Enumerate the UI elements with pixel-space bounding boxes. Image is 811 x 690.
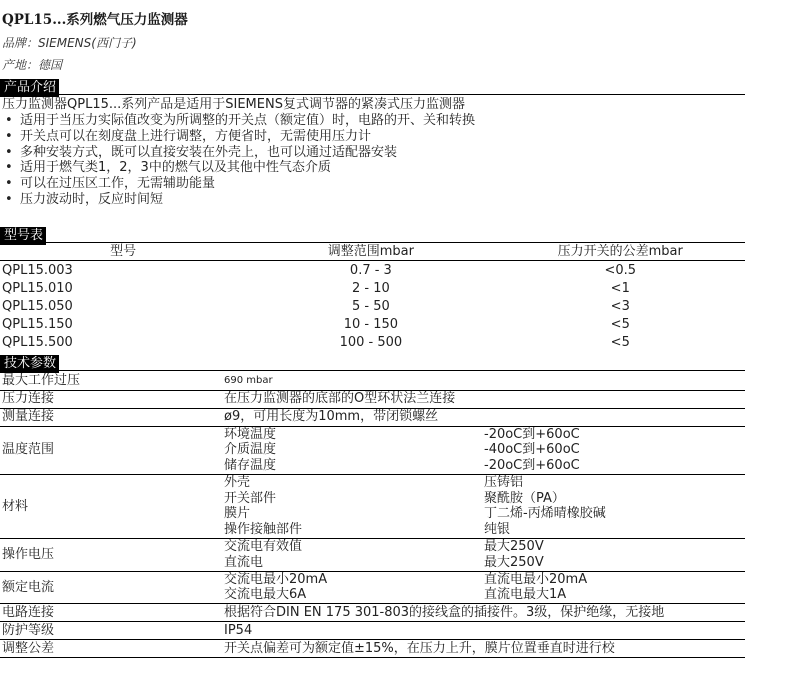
model-table bbox=[0, 242, 745, 351]
feature-text: 多种安装方式，既可以直接安装在外壳上，也可以通过适配器安装 bbox=[20, 144, 398, 160]
page-title: QPL15...系列燃气压力监测器 bbox=[2, 12, 188, 28]
section-specs-header bbox=[0, 352, 745, 371]
spec-value: IP54 bbox=[224, 622, 253, 638]
spec-subvalues bbox=[484, 539, 745, 572]
feature-text: 适用于燃气类1，2，3中的燃气以及其他中性气态介质 bbox=[20, 160, 331, 176]
brand-text: 品牌：SIEMENS(西门子) bbox=[2, 36, 137, 50]
section-models-header bbox=[0, 224, 745, 243]
range-cell: 10 - 150 bbox=[343, 316, 399, 332]
spec-subitems bbox=[224, 474, 484, 538]
spec-value: 在压力监测器的底部的O型环状法兰连接 bbox=[224, 391, 456, 407]
spec-subitems bbox=[224, 571, 484, 604]
feature-text: 适用于当压力实际值改变为所调整的开关点（额定值）时，电路的开、关和转换 bbox=[20, 113, 476, 128]
spec-subitem-value: 最大250V bbox=[484, 554, 544, 570]
range-cell: 0.7 - 3 bbox=[349, 262, 392, 278]
spec-label: 调整公差 bbox=[2, 640, 55, 656]
spec-subitem-value: 纯银 bbox=[484, 522, 511, 538]
range-cell: 5 - 50 bbox=[351, 298, 390, 314]
spec-table bbox=[0, 372, 745, 658]
column-header-model: 型号 bbox=[110, 243, 137, 259]
bullet-icon: • bbox=[5, 160, 13, 176]
spec-subitem-value: -20oC到+60oC bbox=[484, 426, 580, 442]
range-cell: 100 - 500 bbox=[339, 334, 403, 350]
spec-subvalues bbox=[484, 426, 745, 474]
spec-subitem-value: 最大250V bbox=[484, 539, 544, 555]
spec-label: 操作电压 bbox=[2, 546, 55, 562]
spec-subitem-name: 交流电有效值 bbox=[224, 539, 303, 555]
spec-subitem-value: 聚酰胺（PA） bbox=[484, 490, 565, 506]
model-cell: QPL15.500 bbox=[2, 334, 73, 350]
spec-value: 690 mbar bbox=[224, 374, 273, 386]
spec-subitems bbox=[224, 539, 484, 572]
tolerance-cell: <0.5 bbox=[604, 262, 637, 278]
spec-label: 电路连接 bbox=[2, 604, 55, 620]
spec-subitem-value: 直流电最大1A bbox=[484, 587, 567, 603]
spec-label: 材料 bbox=[2, 498, 29, 514]
table-row bbox=[0, 474, 745, 538]
spec-value: 根据符合DIN EN 175 301-803的接线盒的插接件。3级，保护绝缘，无接地 bbox=[224, 604, 665, 620]
table-row bbox=[0, 408, 745, 426]
spec-label: 测量连接 bbox=[2, 409, 55, 425]
feature-list bbox=[2, 113, 475, 208]
feature-text: 可以在过压区工作，无需辅助能量 bbox=[20, 176, 216, 192]
spec-subitems bbox=[224, 426, 484, 474]
table-row bbox=[0, 390, 745, 408]
spec-subitem-name: 操作接触部件 bbox=[224, 522, 303, 538]
list-item bbox=[2, 176, 475, 192]
table-row bbox=[0, 640, 745, 658]
spec-label: 温度范围 bbox=[2, 442, 55, 458]
list-item bbox=[2, 160, 475, 176]
table-row bbox=[0, 571, 745, 604]
spec-subitem-name: 外壳 bbox=[224, 474, 251, 490]
tolerance-cell: <5 bbox=[610, 316, 630, 332]
table-row bbox=[0, 604, 745, 622]
spec-subitem-name: 介质温度 bbox=[224, 442, 277, 458]
spec-subitem-value: -20oC到+60oC bbox=[484, 458, 580, 474]
table-row bbox=[0, 261, 745, 280]
model-cell: QPL15.150 bbox=[2, 316, 73, 332]
spec-subitem-name: 开关部件 bbox=[224, 490, 277, 506]
table-row bbox=[0, 372, 745, 390]
model-cell: QPL15.003 bbox=[2, 262, 73, 278]
bullet-icon: • bbox=[5, 128, 13, 144]
list-item bbox=[2, 145, 475, 161]
spec-subitem-value: 直流电最小20mA bbox=[484, 571, 588, 587]
list-item bbox=[2, 129, 475, 145]
spec-value: 开关点偏差可为额定值±15%，在压力上升，膜片位置垂直时进行校 bbox=[224, 640, 615, 656]
tolerance-cell: <5 bbox=[610, 334, 630, 350]
origin-text: 产地：德国 bbox=[2, 58, 63, 72]
spec-subitem-value: 压铸铝 bbox=[484, 474, 524, 490]
spec-subvalues bbox=[484, 474, 745, 538]
spec-subitem-value: 丁二烯-丙烯晴橡胶碱 bbox=[484, 506, 606, 522]
spec-value: ø9，可用长度为10mm，带闭锁螺丝 bbox=[224, 409, 439, 425]
spec-subitem-name: 膜片 bbox=[224, 506, 251, 522]
spec-label: 额定电流 bbox=[2, 579, 55, 595]
intro-description: 压力监测器QPL15...系列产品是适用于SIEMENS复式调节器的紧凑式压力监测器 bbox=[2, 97, 465, 112]
section-specs-title: 技术参数 bbox=[0, 355, 59, 373]
table-row bbox=[0, 426, 745, 474]
spec-label: 压力连接 bbox=[2, 391, 55, 407]
bullet-icon: • bbox=[5, 191, 13, 207]
table-row bbox=[0, 333, 745, 351]
list-item bbox=[2, 192, 475, 208]
bullet-icon: • bbox=[5, 144, 13, 160]
section-models-title: 型号表 bbox=[0, 227, 46, 245]
table-header-row bbox=[0, 242, 745, 261]
model-cell: QPL15.050 bbox=[2, 298, 73, 314]
section-intro-header bbox=[0, 76, 745, 95]
column-header-tolerance: 压力开关的公差mbar bbox=[557, 243, 683, 259]
column-header-range: 调整范围mbar bbox=[327, 243, 414, 259]
bullet-icon: • bbox=[5, 176, 13, 192]
spec-subvalues bbox=[484, 571, 745, 604]
feature-text: 开关点可以在刻度盘上进行调整，方便省时，无需使用压力计 bbox=[20, 128, 372, 144]
range-cell: 2 - 10 bbox=[351, 280, 390, 296]
table-row bbox=[0, 297, 745, 315]
list-item bbox=[2, 113, 475, 129]
table-row bbox=[0, 279, 745, 297]
spec-subitem-name: 储存温度 bbox=[224, 458, 277, 474]
table-row bbox=[0, 315, 745, 333]
spec-subitem-name: 环境温度 bbox=[224, 426, 277, 442]
spec-subitem-name: 交流电最大6A bbox=[224, 587, 307, 603]
feature-text: 压力波动时，反应时间短 bbox=[20, 191, 164, 207]
spec-label: 防护等级 bbox=[2, 622, 55, 638]
table-row bbox=[0, 622, 745, 640]
spec-subitem-name: 直流电 bbox=[224, 554, 264, 570]
spec-subitem-name: 交流电最小20mA bbox=[224, 571, 328, 587]
tolerance-cell: <3 bbox=[610, 298, 630, 314]
table-row bbox=[0, 539, 745, 572]
tolerance-cell: <1 bbox=[610, 280, 630, 296]
spec-subitem-value: -40oC到+60oC bbox=[484, 442, 580, 458]
section-intro-title: 产品介绍 bbox=[0, 79, 59, 97]
model-cell: QPL15.010 bbox=[2, 280, 73, 296]
spec-label: 最大工作过压 bbox=[2, 372, 81, 388]
bullet-icon: • bbox=[5, 113, 13, 128]
